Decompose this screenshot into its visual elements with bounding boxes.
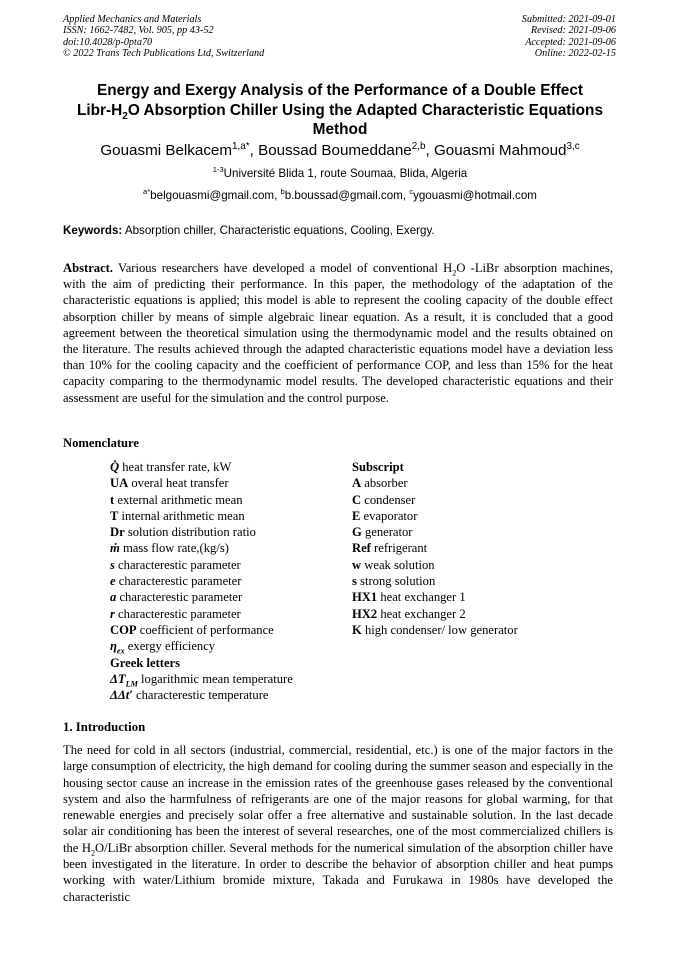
title-line-3: Method bbox=[312, 121, 368, 138]
symbol: T bbox=[110, 508, 119, 523]
symbol-desc: refrigerant bbox=[370, 541, 428, 556]
symbol: Ref bbox=[352, 541, 371, 556]
symbol: ṁ bbox=[110, 541, 120, 556]
abstract-label: Abstract. bbox=[63, 261, 114, 275]
nomenclature-item bbox=[110, 671, 293, 687]
nomenclature-item bbox=[110, 524, 293, 540]
author-affil-mark: 1,a* bbox=[232, 140, 250, 152]
introduction-text: O/LiBr absorption chiller. Several methods for the numerical simulation of the absorption chiller have been investigated in the literature. In order to describe the behavior of absorption chiller and heat pumps working with water/Lithium bromide mixture, Takada and Furukawa in 1980s have developed the characteristic bbox=[63, 840, 613, 904]
author-list: Gouasmi Belkacem$^{1,a*}$, Boussad Boumeddane$^{2,b}$, Gouasmi Mahmoud$^{3,c}$ bbox=[100, 140, 580, 159]
introduction-subscript: 2 bbox=[90, 848, 96, 858]
symbol-subscript: LM bbox=[125, 679, 138, 689]
paper-title bbox=[55, 81, 625, 140]
symbol: ΔT bbox=[110, 671, 126, 686]
symbol-desc: condenser bbox=[361, 492, 416, 507]
symbol-desc: heat transfer rate, kW bbox=[119, 460, 232, 474]
symbol: COP bbox=[110, 622, 137, 637]
nomenclature-symbols bbox=[110, 459, 293, 703]
affiliation-mark: 1-3 bbox=[212, 165, 224, 175]
date-submitted: Submitted: 2021-09-01 bbox=[521, 14, 616, 25]
nomenclature-item bbox=[110, 638, 293, 654]
author-affil-mark: 3,c bbox=[566, 140, 580, 152]
symbol-desc: logarithmic mean temperature bbox=[137, 671, 293, 686]
symbol: Q̇ bbox=[110, 460, 120, 474]
date-accepted: Accepted: 2021-09-06 bbox=[525, 36, 616, 48]
title-text: O Absorption Chiller Using the Adapted Characteristic Equations bbox=[127, 101, 604, 119]
symbol-desc: characterestic parameter bbox=[114, 606, 241, 621]
symbol-desc: external arithmetic mean bbox=[114, 492, 243, 507]
nomenclature-subscripts bbox=[352, 459, 518, 638]
nomenclature-item bbox=[352, 524, 518, 540]
journal-name: Applied Mechanics and Materials bbox=[63, 14, 202, 25]
symbol-desc: coefficient of performance bbox=[136, 622, 274, 637]
symbol: e bbox=[110, 574, 116, 589]
symbol-desc: generator bbox=[361, 525, 413, 540]
symbol-desc: mass flow rate,(kg/s) bbox=[119, 541, 229, 556]
symbol: Dr bbox=[110, 525, 125, 540]
symbol-desc: overal heat transfer bbox=[128, 476, 229, 491]
affiliation-text: Université Blida 1, route Soumaa, Blida, Algeria bbox=[223, 167, 468, 180]
email-mark: b bbox=[280, 187, 285, 197]
symbol-desc: weak solution bbox=[361, 557, 435, 572]
title-subscript: 2 bbox=[122, 110, 128, 122]
author-name: Gouasmi Mahmoud bbox=[433, 142, 567, 159]
keywords-label: Keywords: bbox=[63, 224, 123, 237]
symbol-desc: heat exchanger 2 bbox=[377, 606, 466, 621]
nomenclature-item bbox=[352, 492, 518, 508]
symbol-subscript: ex bbox=[116, 646, 125, 656]
nomenclature-item bbox=[352, 589, 518, 605]
nomenclature-item bbox=[352, 508, 518, 524]
introduction-body bbox=[63, 742, 613, 905]
nomenclature-item bbox=[352, 606, 518, 622]
nomenclature-item bbox=[110, 573, 293, 589]
affiliation bbox=[55, 166, 625, 181]
date-online: Online: 2022-02-15 bbox=[534, 48, 616, 60]
symbol: s bbox=[110, 557, 115, 572]
symbol: C bbox=[352, 492, 362, 507]
email-list: $^{a*}$belgouasmi@gmail.com, $^b$b.boussad@gmail.com, $^c$ygouasmi@hotmail.com bbox=[143, 187, 537, 202]
symbol: η bbox=[110, 639, 117, 654]
title-line-2 bbox=[55, 101, 625, 121]
email-mark: c bbox=[409, 187, 414, 197]
nomenclature-heading: Nomenclature bbox=[63, 436, 140, 450]
symbol-desc: strong solution bbox=[356, 574, 436, 589]
nomenclature-item bbox=[110, 687, 293, 703]
section-heading-introduction: 1. Introduction bbox=[63, 720, 146, 734]
symbol: E bbox=[352, 508, 361, 523]
symbol-desc: characterestic parameter bbox=[115, 574, 242, 589]
symbol-desc: exergy efficiency bbox=[124, 639, 216, 654]
symbol-desc: characterestic parameter bbox=[116, 590, 243, 605]
journal-doi: doi:10.4028/p-0pta70 bbox=[63, 36, 153, 48]
nomenclature-item bbox=[110, 622, 293, 638]
symbol: HX1 bbox=[352, 590, 378, 605]
date-revised: Revised: 2021-09-06 bbox=[530, 25, 616, 37]
nomenclature-item bbox=[352, 622, 518, 638]
symbol-desc: solution distribution ratio bbox=[124, 525, 256, 540]
nomenclature-item bbox=[352, 475, 518, 491]
nomenclature-item bbox=[352, 540, 518, 556]
journal-issn: ISSN: 1662-7482, Vol. 905, pp 43-52 bbox=[63, 25, 214, 37]
symbol-desc: heat exchanger 1 bbox=[377, 590, 466, 605]
symbol: s bbox=[352, 574, 357, 589]
nomenclature-item bbox=[110, 459, 293, 475]
author-name: Boussad Boumeddane bbox=[258, 142, 412, 159]
symbol: w bbox=[352, 557, 362, 572]
symbol-desc: absorber bbox=[361, 476, 408, 491]
abstract-text: Various researchers have developed a model of conventional H bbox=[113, 261, 453, 275]
symbol-desc: internal arithmetic mean bbox=[118, 508, 245, 523]
journal-info bbox=[63, 14, 264, 60]
nomenclature-item bbox=[110, 557, 293, 573]
symbol: HX2 bbox=[352, 606, 378, 621]
title-line-1: Energy and Exergy Analysis of the Performance of a Double Effect bbox=[96, 82, 584, 99]
greek-letters-heading: Greek letters bbox=[110, 655, 181, 670]
abstract-subscript: 2 bbox=[452, 268, 457, 278]
nomenclature-subheading bbox=[110, 655, 293, 671]
introduction-text: The need for cold in all sectors (industrial, commercial, residential, etc.) is one of the major factors in the large consumption of electricity, the high demand for cooling during the summer season and especially in the housing sector cause an increase in the emission rates of the greenhouse gases released by the conventional system and also the harmfulness of refrigerants are one of the major reasons for global warming, for that renewable energies and precisely solar offer a free alternative and sustainable solution. In the last decade solar air conditioning has been the interest of several researches, one of the most commercialized chillers is the H bbox=[63, 743, 613, 855]
nomenclature-subheading bbox=[352, 459, 518, 475]
author-name: Gouasmi Belkacem bbox=[100, 142, 233, 159]
symbol: G bbox=[352, 525, 362, 540]
abstract bbox=[63, 260, 613, 406]
email-mark: a* bbox=[143, 187, 151, 197]
email-link[interactable]: belgouasmi@gmail.com bbox=[150, 189, 275, 202]
subscript-heading: Subscript bbox=[352, 460, 404, 474]
title-text: Libr-H bbox=[76, 101, 123, 119]
symbol: t bbox=[110, 492, 115, 507]
symbol-desc: evaporator bbox=[360, 508, 418, 523]
nomenclature-item bbox=[110, 475, 293, 491]
symbol: UA bbox=[110, 476, 129, 491]
author-affil-mark: 2,b bbox=[411, 140, 426, 152]
symbol: r bbox=[110, 606, 115, 621]
symbol: K bbox=[352, 622, 362, 637]
nomenclature-item bbox=[110, 540, 293, 556]
keywords-text: Absorption chiller, Characteristic equations, Cooling, Exergy. bbox=[122, 224, 435, 237]
nomenclature-item bbox=[352, 573, 518, 589]
symbol: ΔΔt′ bbox=[110, 688, 133, 703]
submission-dates bbox=[522, 14, 616, 60]
nomenclature-item bbox=[110, 492, 293, 508]
symbol-desc: characterestic temperature bbox=[132, 688, 269, 703]
email-link[interactable]: b.boussad@gmail.com bbox=[284, 189, 403, 202]
symbol-desc: characterestic parameter bbox=[114, 557, 241, 572]
symbol: a bbox=[110, 590, 117, 605]
nomenclature-item bbox=[110, 589, 293, 605]
nomenclature-item bbox=[110, 508, 293, 524]
abstract-text: O -LiBr absorption machines, with the aim of predicting their performance. In this paper, the methodology of the adaptation of the characteristic equations is applied; this model is able to represent the cooling capacity of the double effect absorption chiller by means of simple algebraic linear equation. As a result, it is concluded that a good agreement between the theoretical simulation using the thermodynamic model and the results obtained on the literature. The results achieved through the adapted characteristic equations model have a deviation less than 10% for the cooling capacity and the coefficient of performance COP, and less than 15% for the heat capacity comparing to the thermodynamic model results. The developed characteristic equations and their assessment are useful for the simulation and the control purpose. bbox=[63, 261, 613, 405]
nomenclature-item bbox=[110, 606, 293, 622]
journal-copyright: © 2022 Trans Tech Publications Ltd, Switzerland bbox=[63, 48, 265, 60]
symbol: A bbox=[352, 476, 362, 491]
symbol-desc: high condenser/ low generator bbox=[361, 622, 518, 637]
keywords bbox=[63, 223, 623, 238]
nomenclature-item bbox=[352, 557, 518, 573]
email-link[interactable]: ygouasmi@hotmail.com bbox=[413, 189, 537, 202]
